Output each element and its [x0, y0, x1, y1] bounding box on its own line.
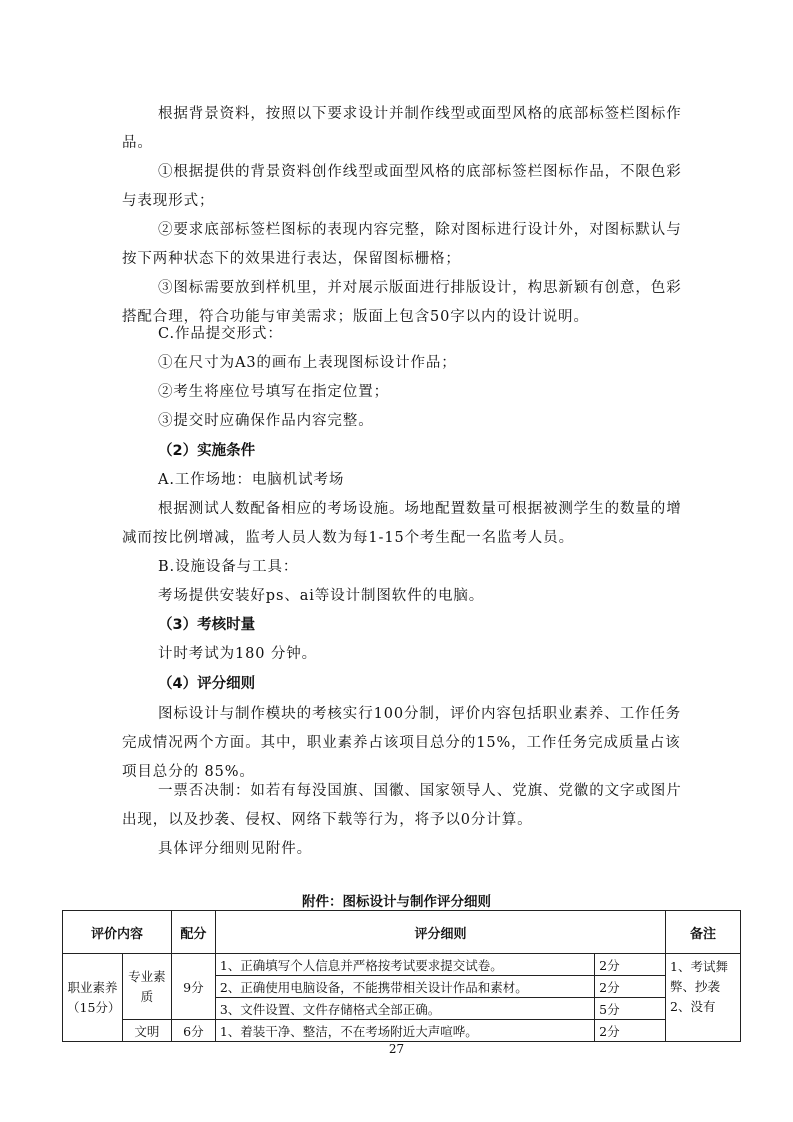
row-item: 2、正确使用电脑设备，不能携带相关设计作品和素材。: [215, 976, 594, 998]
header-content: 评价内容: [63, 911, 172, 954]
sub-professional-score: 9分: [171, 954, 215, 1020]
paragraph-requirements-intro: 根据背景资料，按照以下要求设计并制作线型或面型风格的底部标签栏图标作品。: [122, 106, 682, 151]
row-item: 3、文件设置、文件存储格式全部正确。: [215, 998, 594, 1020]
row-note: 1、考试舞弊、抄袭2、没有: [666, 954, 741, 1042]
row-points: 2分: [595, 954, 666, 976]
table-header-row: [63, 911, 741, 954]
table-row: [63, 1020, 741, 1042]
row-item: 1、正确填写个人信息并严格按考试要求提交试卷。: [215, 954, 594, 976]
line-equipment-detail: 考场提供安装好ps、ai等设计制图软件的电脑。: [158, 588, 485, 604]
table-title: 附件：图标设计与制作评分细则: [302, 894, 491, 910]
paragraph-veto: 一票否决制：如若有每没国旗、国徽、国家领导人、党旗、党徽的文字或图片出现，以及抄袭、侵权、网络下载等行为，将予以0分计算。: [122, 783, 682, 828]
scoring-table: [62, 910, 741, 1042]
header-detail: 评分细则: [215, 911, 665, 954]
line-submission-2: ②考生将座位号填写在指定位置；: [158, 384, 389, 400]
row-points: 2分: [595, 976, 666, 998]
line-submission-1: ①在尺寸为A3的画布上表现图标设计作品；: [158, 355, 457, 371]
heading-duration: （3）考核时量: [158, 617, 256, 633]
line-appendix-ref: 具体评分细则见附件。: [158, 841, 312, 857]
line-venue: A.工作场地：电脑机试考场: [158, 472, 345, 488]
paragraph-requirement-1: ①根据提供的背景资料创作线型或面型风格的底部标签栏图标作品，不限色彩与表现形式；: [122, 164, 682, 209]
row-item: 1、着装干净、整洁，不在考场附近大声喧哗。: [215, 1020, 594, 1042]
line-submission-form: C.作品提交形式：: [158, 326, 283, 342]
line-submission-3: ③提交时应确保作品内容完整。: [158, 413, 374, 429]
sub-professional-quality: 专业素质: [122, 954, 171, 1020]
header-score: 配分: [171, 911, 215, 954]
line-equipment: B.设施设备与工具：: [158, 559, 299, 575]
heading-conditions: （2）实施条件: [158, 443, 256, 459]
paragraph-requirement-3: ③图标需要放到样机里，并对展示版面进行排版设计，构思新颖有创意，色彩搭配合理，符合功能与审美需求；版面上包含50字以内的设计说明。: [122, 280, 682, 325]
row-points: 5分: [595, 998, 666, 1020]
heading-scoring: （4）评分细则: [158, 676, 256, 692]
header-note: 备注: [666, 911, 741, 954]
page-number: 27: [388, 1042, 405, 1056]
table-row: [63, 954, 741, 976]
row-points: 2分: [595, 1020, 666, 1042]
sub-civility: 文明: [122, 1020, 171, 1042]
group-professional: 职业素养（15分）: [63, 954, 123, 1042]
paragraph-venue-detail: 根据测试人数配备相应的考场设施。场地配置数量可根据被测学生的数量的增减而按比例增减，监考人员人数为每1-15个考生配一名监考人员。: [122, 501, 682, 546]
paragraph-scoring: 图标设计与制作模块的考核实行100分制，评价内容包括职业素养、工作任务完成情况两个方面。其中，职业素养占该项目总分的15%，工作任务完成质量占该项目总分的 85%。: [122, 706, 682, 780]
paragraph-requirement-2: ②要求底部标签栏图标的表现内容完整，除对图标进行设计外，对图标默认与按下两种状态下的效果进行表达，保留图标栅格；: [122, 222, 682, 267]
sub-civility-score: 6分: [171, 1020, 215, 1042]
line-duration: 计时考试为180 分钟。: [158, 646, 318, 662]
